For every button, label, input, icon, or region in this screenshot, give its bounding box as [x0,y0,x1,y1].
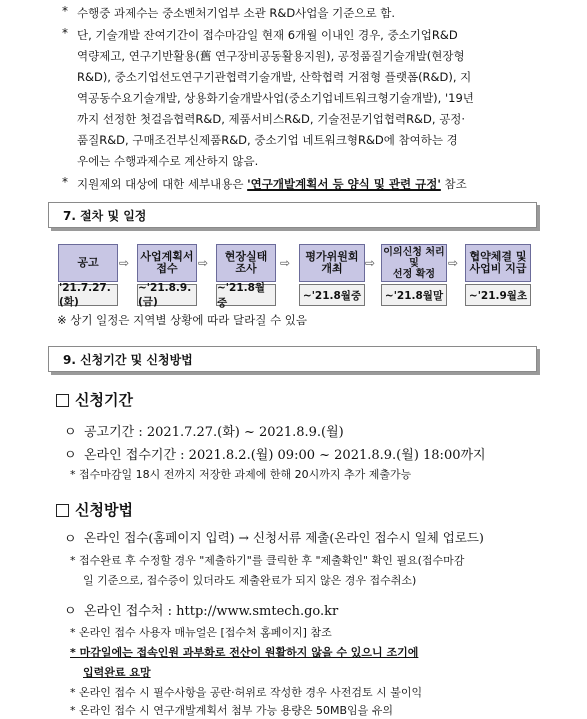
note-marker: * [62,26,68,40]
arrow-icon: ⇨ [280,256,291,270]
note-line: 역량제고, 연구기반활용(舊 연구장비공동활용지원), 공정품질기술개발(현장형 [77,49,465,63]
method-note: * 온라인 접수 시 필수사항을 공란·허위로 작성한 경우 사전검토 시 불이익 [70,686,423,699]
period-heading: 신청기간 [75,391,133,409]
step-box: 사업계획서 접수 [137,244,197,282]
section-7-title: 7. 절차 및 일정 [63,209,147,223]
period-item: 온라인 접수기간 : 2021.8.2.(월) 09:00 ~ 2021.8.9.(월) 18:00까지 [84,448,486,463]
arrow-icon: ⇨ [448,256,459,270]
note-line [77,176,467,192]
method-note: * 온라인 접수 시 연구개발계획서 첨부 가능 용량은 50MB임을 유의 [70,704,394,717]
method-note-emphasis: 입력완료 요망 [83,666,151,679]
arrow-icon: ⇨ [365,256,376,270]
circle-bullet-icon: ㅇ [64,532,77,547]
method-note: * 접수완료 후 수정할 경우 "제출하기"를 클릭한 후 "제출확인" 확인 필요(접수마감 [70,554,465,567]
period-note: * 접수마감일 18시 전까지 저장한 과제에 한해 20시까지 추가 제출가능 [70,468,412,481]
step-date: ~'21.8월중 [216,284,276,306]
step-date: ~'21.9월초 [465,284,531,306]
method-note: * 온라인 접수 사용자 매뉴얼은 [접수처 홈페이지] 참조 [70,626,332,639]
square-bullet-icon [56,394,69,407]
method-note: 일 기준으로, 접수증이 있더라도 제출완료가 되지 않은 경우 접수취소) [83,574,417,587]
circle-bullet-icon: ㅇ [64,448,77,463]
step-box: 공고 [58,244,118,282]
step-date: '21.7.27.(화) [58,284,118,306]
arrow-icon: ⇨ [119,256,130,270]
step-box: 협약체결 및 사업비 지급 [465,244,531,282]
note-emphasis: '연구개발계획서 등 양식 및 관련 규정' [247,177,441,191]
section-9-title: 9. 신청기간 및 신청방법 [63,353,193,367]
section-7-header [48,202,537,228]
period-item: 공고기간 : 2021.7.27.(화) ~ 2021.8.9.(월) [84,425,344,440]
circle-bullet-icon: ㅇ [64,604,77,619]
step-box: 현장실태 조사 [216,244,276,282]
method-item: 온라인 접수(홈페이지 입력) → 신청서류 제출(온라인 접수시 일체 업로드) [84,530,484,545]
method-heading: 신청방법 [75,501,133,519]
note-prefix: 지원제외 대상에 대한 세부내용은 [77,177,248,191]
note-line: 단, 기술개발 잔여기간이 접수마감일 현재 6개월 이내인 경우, 중소기업R&D [77,28,458,42]
step-box: 이의신청 처리 및 선정 확정 [381,244,447,282]
note-line: 수행중 과제수는 중소벤처기업부 소관 R&D사업을 기준으로 함. [77,6,396,20]
note-marker: * [62,175,68,189]
schedule-footnote: ※ 상기 일정은 지역별 상황에 따라 달라질 수 있음 [57,313,307,327]
step-box: 평가위원회 개최 [299,244,365,282]
note-line: R&D), 중소기업선도연구기관협력기술개발, 산학협력 거점형 플랫폼(R&D), 지 [77,70,472,84]
step-date: ~'21.8.9.(금) [137,284,197,306]
note-line: 역공동수요기술개발, 상용화기술개발사업(중소기업네트워크형기술개발), '19년 [77,91,474,105]
step-date: ~'21.8월중 [299,284,365,306]
method-item: 온라인 접수처 : http://www.smtech.go.kr [84,604,339,619]
square-bullet-icon [56,504,69,517]
method-note-emphasis: * 마감일에는 접속인원 과부화로 전산이 원활하지 않을 수 있으니 조기에 [70,646,419,659]
step-date: ~'21.8월말 [381,284,447,306]
arrow-icon: ⇨ [198,256,209,270]
note-suffix: 참조 [440,177,467,191]
note-line: 까지 선정한 첫걸음협력R&D, 제품서비스R&D, 기술전문기업협력R&D, 공정· [77,112,466,126]
note-line: 우에는 수행과제수로 계산하지 않음. [77,154,259,168]
circle-bullet-icon: ㅇ [64,425,77,440]
note-marker: * [62,4,68,18]
section-9-header [48,346,537,372]
note-line: 품질R&D, 구매조건부신제품R&D, 중소기업 네트워크형R&D에 참여하는 경 [77,133,458,147]
